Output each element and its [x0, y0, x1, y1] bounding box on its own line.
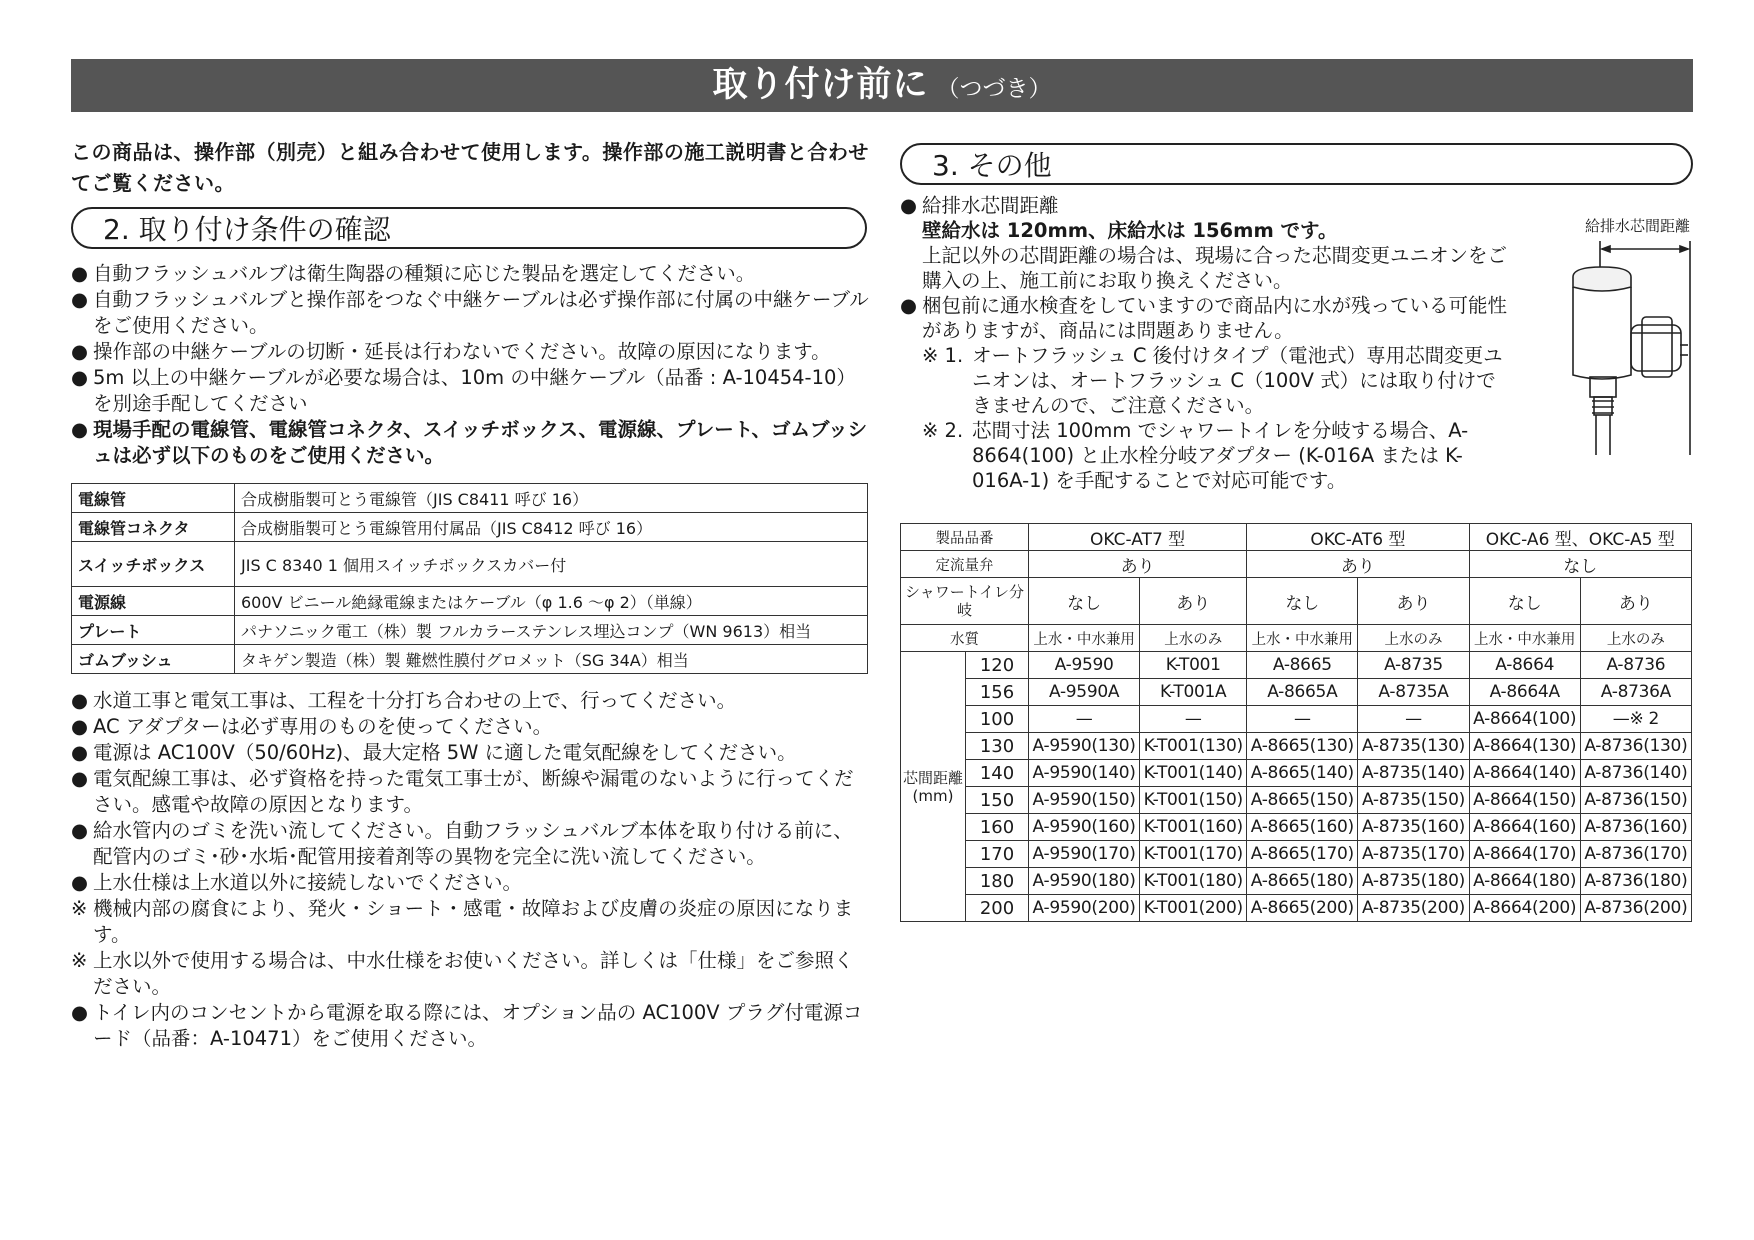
bullet-text: 電源は AC100V（50/60Hz)、最大定格 5W に適した電気配線をしてください。 [93, 741, 797, 764]
list-item: ● 梱包前に通水検査をしていますので商品内に水が残っている可能性がありますが、商品には問題ありません。 [900, 294, 1508, 342]
req-item: ゴムブッシュ [72, 645, 235, 674]
part-number-cell: — [1247, 706, 1358, 733]
part-number-cell: A-8736(200) [1580, 895, 1691, 922]
table-row [901, 578, 1692, 625]
part-number-cell: K-T001 [1140, 652, 1247, 679]
table-row [901, 551, 1692, 578]
bullet-mark: ● [71, 288, 89, 311]
section3-heading: 3. その他 [900, 143, 1693, 185]
table-row [901, 760, 1692, 787]
bullet-mark: ※ [71, 949, 88, 972]
table-row [901, 868, 1692, 895]
banner-subtitle: （つづき） [936, 76, 1052, 102]
section2-bullets-top [71, 261, 871, 469]
part-number-cell: A-8665(160) [1247, 814, 1358, 841]
part-number-cell: A-9590(130) [1029, 733, 1140, 760]
part-number-cell: A-8735(180) [1358, 868, 1469, 895]
item2-text: 梱包前に通水検査をしていますので商品内に水が残っている可能性がありますが、商品には問題ありません。 [922, 294, 1508, 342]
distance-value: 200 [966, 895, 1029, 922]
section2-bullets-bottom [71, 688, 871, 1052]
bullet-text: トイレ内のコンセントから電源を取る際には、オプション品の AC100V プラグ付電源コード（品番：A-10471）をご使用ください。 [93, 1001, 863, 1050]
req-spec: タキゲン製造（株）製 難燃性膜付グロメット（SG 34A）相当 [235, 645, 868, 674]
req-item: 電源線 [72, 587, 235, 616]
spec-table [900, 523, 1692, 922]
part-number-cell: A-8736(140) [1580, 760, 1691, 787]
part-number-cell: A-9590 [1029, 652, 1140, 679]
list-item [71, 870, 871, 896]
part-number-cell: A-8664(150) [1469, 787, 1580, 814]
distance-value: 180 [966, 868, 1029, 895]
table-row [72, 587, 868, 616]
bullet-text: 給水管内のゴミを洗い流してください。自動フラッシュバルブ本体を取り付ける前に、配管内のゴミ･砂･水垢･配管用接着剤等の異物を完全に洗い流してください。 [93, 819, 853, 868]
bullet-mark: ● [71, 366, 89, 389]
header-cell: 定流量弁 [901, 551, 1029, 578]
figure-label: 給排水芯間距離 [1584, 217, 1690, 235]
table-row [72, 645, 868, 674]
part-number-cell: A-8665(130) [1247, 733, 1358, 760]
item1-bold: 壁給水は 120mm、床給水は 156mm です。 [922, 219, 1338, 242]
shower-cell: なし [1247, 578, 1358, 625]
left-column [71, 137, 871, 1052]
banner-title: 取り付け前に [712, 65, 929, 105]
table-row [72, 616, 868, 645]
part-number-cell: A-8735(140) [1358, 760, 1469, 787]
part-number-cell: A-8736(160) [1580, 814, 1691, 841]
req-spec: 合成樹脂製可とう電線管（JIS C8411 呼び 16） [235, 484, 868, 513]
requirements-table [71, 483, 868, 674]
page-banner [71, 59, 1693, 112]
table-row [901, 706, 1692, 733]
product-header: OKC-AT7 型 [1029, 524, 1247, 551]
table-row [901, 895, 1692, 922]
req-item: 電線管 [72, 484, 235, 513]
bullet-mark: ● [71, 689, 89, 712]
part-number-cell: A-8736(170) [1580, 841, 1691, 868]
part-number-cell: A-8735 [1358, 652, 1469, 679]
part-number-cell: K-T001(130) [1140, 733, 1247, 760]
water-cell: 上水・中水兼用 [1247, 625, 1358, 652]
bullet-mark: ● [71, 715, 89, 738]
req-item: プレート [72, 616, 235, 645]
product-header: OKC-AT6 型 [1247, 524, 1469, 551]
shower-cell: なし [1029, 578, 1140, 625]
bullet-mark: ※ [71, 897, 88, 920]
table-row [901, 841, 1692, 868]
water-cell: 上水のみ [1358, 625, 1469, 652]
part-number-cell: A-8735(160) [1358, 814, 1469, 841]
water-cell: 上水のみ [1140, 625, 1247, 652]
part-number-cell: A-8665A [1247, 679, 1358, 706]
header-cell: 製品品番 [901, 524, 1029, 551]
list-item [71, 417, 871, 469]
bullet-mark: ● [71, 819, 89, 842]
part-number-cell: A-8665(170) [1247, 841, 1358, 868]
bullet-text: 機械内部の腐食により、発火・ショート・感電・故障および皮膚の炎症の原因になります。 [93, 897, 854, 946]
shower-cell: あり [1358, 578, 1469, 625]
part-number-cell: A-8736(180) [1580, 868, 1691, 895]
part-number-cell: A-9590(170) [1029, 841, 1140, 868]
list-item [71, 714, 871, 740]
valve-cell: なし [1469, 551, 1691, 578]
list-item: ● 給排水芯間距離 壁給水は 120mm、床給水は 156mm です。 上記以外の芯間距離の場合は、現場に合った芯間変更ユニオンをご購入の上、施工前にお取り換えください。 [900, 194, 1508, 292]
table-row [901, 679, 1692, 706]
table-row [72, 542, 868, 587]
bullet-text: 自動フラッシュバルブは衛生陶器の種類に応じた製品を選定してください。 [93, 262, 756, 285]
part-number-cell: A-8664A [1469, 679, 1580, 706]
part-number-cell: A-8735(130) [1358, 733, 1469, 760]
shower-cell: なし [1469, 578, 1580, 625]
bullet-text: 自動フラッシュバルブと操作部をつなぐ中継ケーブルは必ず操作部に付属の中継ケーブルをご使用ください。 [93, 288, 869, 337]
req-spec: パナソニック電工（株）製 フルカラーステンレス埋込コンプ（WN 9613）相当 [235, 616, 868, 645]
bullet-mark: ● [71, 767, 89, 790]
product-header: OKC-A6 型、OKC-A5 型 [1469, 524, 1691, 551]
part-number-cell: A-8735(200) [1358, 895, 1469, 922]
note-2: ※ 2. 芯間寸法 100mm でシャワートイレを分岐する場合、A-8664(100) と止水栓分岐アダプター (K-016A または K-016A-1) を手配することで対応可能です。 [922, 419, 1469, 492]
part-number-cell: A-9590(140) [1029, 760, 1140, 787]
part-number-cell: A-8664(160) [1469, 814, 1580, 841]
list-item [71, 339, 871, 365]
part-number-cell: A-8665(150) [1247, 787, 1358, 814]
distance-value: 100 [966, 706, 1029, 733]
bullet-text: 現場手配の電線管、電線管コネクタ、スイッチボックス、電源線、プレート、ゴムブッシュは必ず以下のものをご使用ください。 [93, 418, 868, 467]
list-item [71, 818, 871, 870]
part-number-cell: A-8665(140) [1247, 760, 1358, 787]
part-number-cell: — [1358, 706, 1469, 733]
distance-value: 160 [966, 814, 1029, 841]
list-item [71, 261, 871, 287]
req-item: 電線管コネクタ [72, 513, 235, 542]
req-item: スイッチボックス [72, 542, 235, 587]
shower-cell: あり [1140, 578, 1247, 625]
bullet-mark: ● [71, 741, 89, 764]
list-item [71, 688, 871, 714]
part-number-cell: A-9590(200) [1029, 895, 1140, 922]
distance-value: 170 [966, 841, 1029, 868]
distance-value: 156 [966, 679, 1029, 706]
shower-cell: あり [1580, 578, 1691, 625]
bullet-mark: ● [71, 418, 89, 441]
part-number-cell: K-T001A [1140, 679, 1247, 706]
part-number-cell: A-8736(150) [1580, 787, 1691, 814]
part-number-cell: A-8664(130) [1469, 733, 1580, 760]
list-item [71, 287, 871, 339]
part-number-cell: — [1140, 706, 1247, 733]
part-number-cell: —※ 2 [1580, 706, 1691, 733]
part-number-cell: — [1029, 706, 1140, 733]
bullet-text: 5m 以上の中継ケーブルが必要な場合は、10m の中継ケーブル（品番 : A-10454-10）を別途手配してください [93, 366, 856, 415]
distance-value: 150 [966, 787, 1029, 814]
water-cell: 上水・中水兼用 [1029, 625, 1140, 652]
part-number-cell: A-9590(150) [1029, 787, 1140, 814]
table-row [901, 787, 1692, 814]
part-number-cell: A-8736A [1580, 679, 1691, 706]
item1-title: 給排水芯間距離 [922, 194, 1059, 217]
distance-value: 130 [966, 733, 1029, 760]
part-number-cell: A-9590(160) [1029, 814, 1140, 841]
part-number-cell: A-8664 [1469, 652, 1580, 679]
part-number-cell: K-T001(180) [1140, 868, 1247, 895]
bullet-text: AC アダプターは必ず専用のものを使ってください。 [93, 715, 553, 738]
bullet-text: 上水仕様は上水道以外に接続しないでください。 [93, 871, 523, 894]
part-number-cell: A-8664(200) [1469, 895, 1580, 922]
item1-text: 上記以外の芯間距離の場合は、現場に合った芯間変更ユニオンをご購入の上、施工前にお取り換えください。 [922, 244, 1508, 292]
distance-header: 芯間距離(mm) [901, 652, 966, 922]
bullet-mark: ● [71, 262, 89, 285]
valve-drawing [1530, 215, 1698, 455]
bullet-mark: ● [71, 340, 89, 363]
part-number-cell: A-8664(180) [1469, 868, 1580, 895]
req-spec: 合成樹脂製可とう電線管用付属品（JIS C8412 呼び 16） [235, 513, 868, 542]
table-row [901, 625, 1692, 652]
intro-text: この商品は、操作部（別売）と組み合わせて使用します。操作部の施工説明書と合わせてご覧ください。 [71, 140, 869, 195]
valve-cell: あり [1029, 551, 1247, 578]
part-number-cell: A-8665(200) [1247, 895, 1358, 922]
part-number-cell: A-8735A [1358, 679, 1469, 706]
water-cell: 上水・中水兼用 [1469, 625, 1580, 652]
part-number-cell: K-T001(170) [1140, 841, 1247, 868]
part-number-cell: A-8736(130) [1580, 733, 1691, 760]
section3-body [900, 193, 1693, 493]
list-item [71, 766, 871, 818]
part-number-cell: A-8735(170) [1358, 841, 1469, 868]
part-number-cell: A-8665 [1247, 652, 1358, 679]
section3-bullets [900, 193, 1515, 343]
part-number-cell: A-9590A [1029, 679, 1140, 706]
part-number-cell: A-8664(140) [1469, 760, 1580, 787]
header-cell: シャワートイレ分岐 [901, 578, 1029, 625]
part-number-cell: A-8664(170) [1469, 841, 1580, 868]
table-row [901, 814, 1692, 841]
list-item [71, 740, 871, 766]
distance-value: 140 [966, 760, 1029, 787]
table-row [901, 733, 1692, 760]
req-spec: 600V ビニール絶縁電線またはケーブル（φ 1.6 ～φ 2）（単線） [235, 587, 868, 616]
list-item [71, 896, 871, 948]
bullet-mark: ● [71, 1001, 89, 1024]
req-spec: JIS C 8340 1 個用スイッチボックスカバー付 [235, 542, 868, 587]
list-item [71, 948, 871, 1000]
table-row [72, 513, 868, 542]
section3-notes [900, 343, 1515, 493]
note-1: ※ 1. オートフラッシュ C 後付けタイプ（電池式）専用芯間変更ユニオンは、オートフラッシュ C（100V 式）には取り付けできませんので、ご注意ください。 [922, 344, 1503, 417]
header-cell: 水質 [901, 625, 1029, 652]
bullet-text: 水道工事と電気工事は、工程を十分打ち合わせの上で、行ってください。 [93, 689, 737, 712]
table-row [901, 652, 1692, 679]
valve-cell: あり [1247, 551, 1469, 578]
list-item [71, 365, 871, 417]
part-number-cell: A-8665(180) [1247, 868, 1358, 895]
distance-value: 120 [966, 652, 1029, 679]
bullet-mark: ● [71, 871, 89, 894]
bullet-text: 操作部の中継ケーブルの切断・延長は行わないでください。故障の原因になります。 [93, 340, 831, 363]
table-row [72, 484, 868, 513]
part-number-cell: A-8664(100) [1469, 706, 1580, 733]
part-number-cell: A-9590(180) [1029, 868, 1140, 895]
part-number-cell: A-8736 [1580, 652, 1691, 679]
part-number-cell: K-T001(160) [1140, 814, 1247, 841]
part-number-cell: K-T001(140) [1140, 760, 1247, 787]
right-column [900, 143, 1693, 919]
part-number-cell: A-8735(150) [1358, 787, 1469, 814]
list-item [71, 1000, 871, 1052]
part-number-cell: K-T001(200) [1140, 895, 1247, 922]
water-cell: 上水のみ [1580, 625, 1691, 652]
bullet-text: 電気配線工事は、必ず資格を持った電気工事士が、断線や漏電のないように行ってください。感電や故障の原因となります。 [93, 767, 854, 816]
bullet-text: 上水以外で使用する場合は、中水仕様をお使いください。詳しくは「仕様」をご参照ください。 [93, 949, 854, 998]
valve-figure [1530, 215, 1698, 455]
section2-heading: 2. 取り付け条件の確認 [71, 207, 867, 249]
part-number-cell: K-T001(150) [1140, 787, 1247, 814]
table-row [901, 524, 1692, 551]
